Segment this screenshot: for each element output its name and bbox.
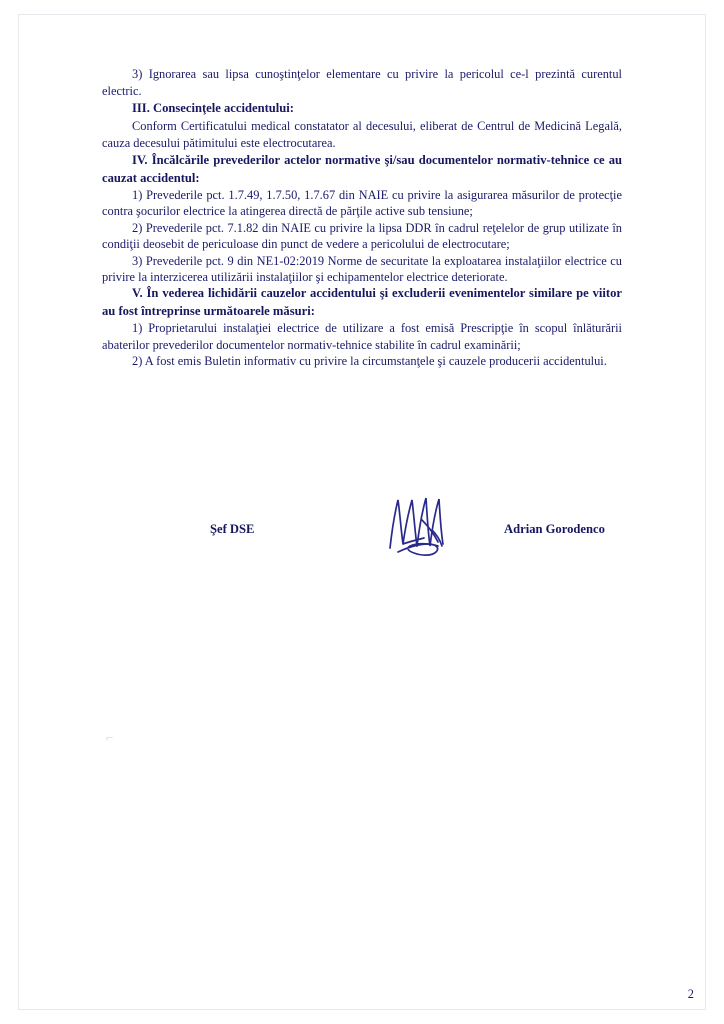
heading-section-iii: III. Consecinţele accidentului: bbox=[132, 101, 294, 116]
signature-block bbox=[102, 516, 622, 576]
paragraph-violation-3: 3) Prevederile pct. 9 din NE1-02:2019 Norme de securitate la exploatarea instalaţiilor electrice cu privire la interzicerea utilizării instalaţiilor şi echipamentelor electrice deteriorate. bbox=[102, 253, 622, 285]
paragraph-violation-2: 2) Prevederile pct. 7.1.82 din NAIE cu privire la lipsa DDR în cadrul reţelelor de grup utilizate în condiţii deosebit de periculoase din punct de vedere a pericolului de electrocutare; bbox=[102, 220, 622, 252]
paragraph-cause-3: 3) Ignorarea sau lipsa cunoştinţelor elementare cu privire la pericolul ce-l prezintă curentul electric. bbox=[102, 67, 622, 99]
heading-section-v: V. În vederea lichidării cauzelor accidentului şi excluderii evenimentelor similare pe viitor au fost întreprinse următoarele măsuri: bbox=[102, 286, 622, 318]
signature-name: Adrian Gorodenco bbox=[504, 522, 605, 536]
heading-section-iv: IV. Încălcările prevederilor actelor normative şi/sau documentelor normativ-tehnice ce au cauzat accidentul: bbox=[102, 153, 622, 185]
page-number: 2 bbox=[687, 987, 694, 1001]
paragraph-violation-1: 1) Prevederile pct. 1.7.49, 1.7.50, 1.7.67 din NAIE cu privire la asigurarea măsurilor de protecţie contra şocurilor electrice la atingerea directă de părţile active sub tensiune; bbox=[102, 188, 622, 219]
paragraph-consequences: Conform Certificatului medical constatator al decesului, eliberat de Centrul de Medicină Legală, cauza decesului pătimitului este electrocutarea. bbox=[102, 118, 622, 151]
paragraph-measure-2: 2) A fost emis Buletin informativ cu privire la circumstanţele şi cauzele producerii accidentului. bbox=[132, 354, 607, 369]
signature-role-label: Şef DSE bbox=[210, 522, 255, 536]
faint-ink-mark: ⌐ bbox=[106, 730, 114, 745]
document-body bbox=[102, 66, 622, 370]
handwritten-signature-icon bbox=[370, 490, 490, 562]
paragraph-measure-1: 1) Proprietarului instalaţiei electrice de utilizare a fost emisă Prescripţie în scopul înlăturării abaterilor prevederilor documentelor normativ-tehnice stabilite în cadrul examinării; bbox=[102, 321, 622, 352]
